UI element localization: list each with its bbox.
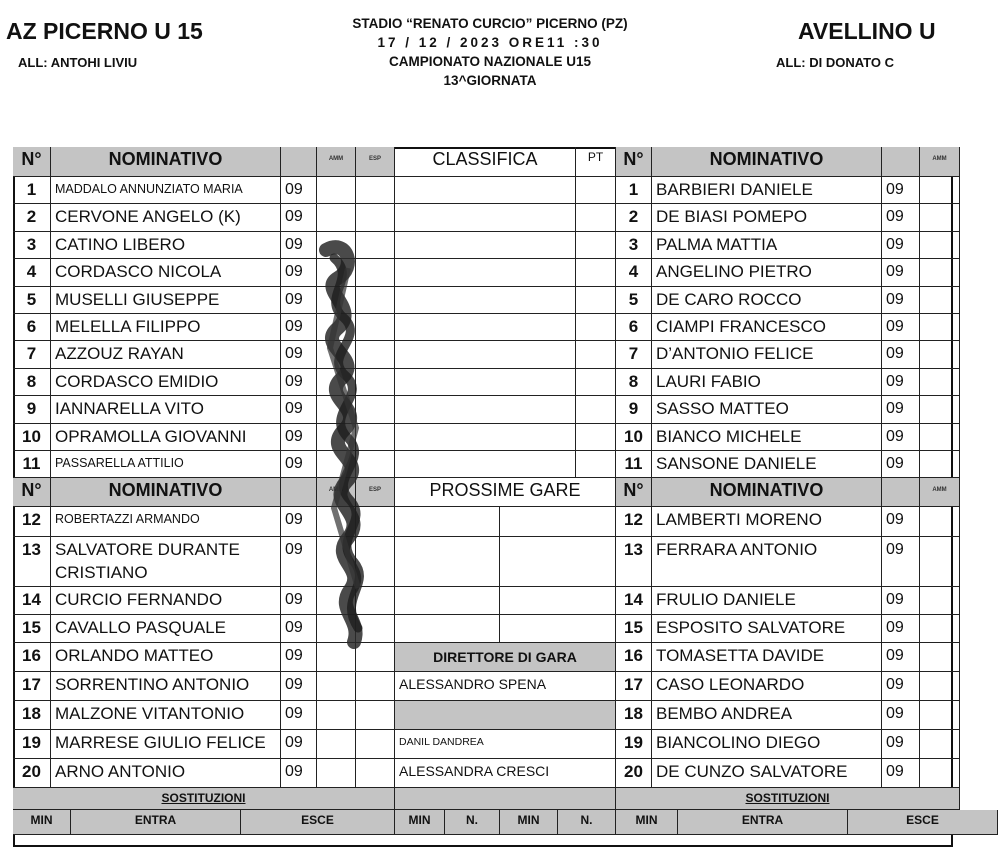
home-player-number: 3 [13,232,51,259]
away-player-number: 11 [616,451,652,478]
home-player-number: 13 [13,537,51,587]
away-coach: ALL: DI DONATO C [776,55,894,70]
home-player-number: 5 [13,287,51,314]
home-player-name: AZZOUZ RAYAN [51,341,281,368]
away-player-number: 6 [616,314,652,341]
home-name-header: NOMINATIVO [51,478,281,507]
home-player-amm [317,177,356,204]
classifica-row [395,177,576,204]
away-player-amm [920,537,960,587]
away-player-number: 7 [616,341,652,368]
home-player-category: 09 [281,369,317,396]
home-player-category: 09 [281,287,317,314]
home-player-number: 17 [13,672,51,701]
home-player-amm [317,451,356,478]
away-player-name: ESPOSITO SALVATORE [652,615,882,643]
home-player-esp [356,314,395,341]
next-match-home [395,537,500,587]
away-player-name: BIANCOLINO DIEGO [652,730,882,759]
away-sub-min: MIN [616,810,678,835]
home-player-amm [317,701,356,730]
away-player-number: 1 [616,177,652,204]
away-player-category: 09 [882,204,920,231]
away-player-name: D’ANTONIO FELICE [652,341,882,368]
away-player-number: 8 [616,369,652,396]
away-player-name: BARBIERI DANIELE [652,177,882,204]
home-sub-entra: ENTRA [71,810,241,835]
away-player-category: 09 [882,615,920,643]
home-player-category: 09 [281,730,317,759]
classifica-row [395,451,576,478]
home-player-category: 09 [281,507,317,537]
home-player-number: 6 [13,314,51,341]
classifica-row [395,369,576,396]
home-player-esp [356,341,395,368]
classifica-header: CLASSIFICA [395,147,576,177]
home-player-category: 09 [281,396,317,423]
home-player-number: 20 [13,759,51,788]
away-substitutions-header: SOSTITUZIONI [616,788,960,810]
home-player-number: 12 [13,507,51,537]
away-player-name: ANGELINO PIETRO [652,259,882,286]
home-player-name: CORDASCO EMIDIO [51,369,281,396]
away-player-amm [920,259,960,286]
home-player-category: 09 [281,587,317,615]
home-player-name: MALZONE VITANTONIO [51,701,281,730]
away-player-name: CASO LEONARDO [652,672,882,701]
home-player-category: 09 [281,177,317,204]
home-player-esp [356,424,395,451]
referee-header: DIRETTORE DI GARA [395,643,616,672]
home-player-esp [356,507,395,537]
away-player-number: 12 [616,507,652,537]
home-player-category: 09 [281,451,317,478]
away-player-name: LAMBERTI MORENO [652,507,882,537]
home-sub-esce: ESCE [241,810,395,835]
home-player-category: 09 [281,643,317,672]
home-player-amm [317,507,356,537]
home-player-amm [317,615,356,643]
home-esp-header: ESP [356,478,395,507]
home-amm-header: AMM [317,147,356,177]
classifica-pt [576,177,616,204]
home-player-number: 16 [13,643,51,672]
away-player-category: 09 [882,643,920,672]
away-amm-header: AMM [920,147,960,177]
classifica-row [395,341,576,368]
away-player-category: 09 [882,232,920,259]
official-name: ALESSANDRA CRESCI [395,759,616,788]
home-player-amm [317,396,356,423]
classifica-pt [576,204,616,231]
home-player-name: ARNO ANTONIO [51,759,281,788]
home-player-name: CURCIO FERNANDO [51,587,281,615]
home-team-name: AZ PICERNO U 15 [6,18,203,44]
home-player-amm [317,232,356,259]
away-sub-entra: ENTRA [678,810,848,835]
home-player-name: CORDASCO NICOLA [51,259,281,286]
classifica-row [395,259,576,286]
away-player-amm [920,615,960,643]
classifica-row [395,424,576,451]
away-player-number: 10 [616,424,652,451]
away-player-amm [920,287,960,314]
home-player-esp [356,701,395,730]
home-player-amm [317,314,356,341]
home-player-amm [317,587,356,615]
classifica-pt [576,451,616,478]
home-player-category: 09 [281,232,317,259]
away-player-amm [920,672,960,701]
away-name-header: NOMINATIVO [652,478,882,507]
classifica-row [395,232,576,259]
away-player-category: 09 [882,507,920,537]
stadium: STADIO “RENATO CURCIO” PICERNO (PZ) [352,16,628,31]
classifica-row [395,287,576,314]
away-player-category: 09 [882,396,920,423]
away-player-number: 4 [616,259,652,286]
official-name: DANIL DANDREA [395,730,616,759]
home-player-esp [356,672,395,701]
home-cat-header [281,147,317,177]
away-player-amm [920,341,960,368]
away-player-amm [920,177,960,204]
away-player-amm [920,424,960,451]
home-player-amm [317,259,356,286]
home-player-name: CATINO LIBERO [51,232,281,259]
away-player-amm [920,730,960,759]
away-player-amm [920,204,960,231]
home-player-name: IANNARELLA VITO [51,396,281,423]
home-player-category: 09 [281,537,317,587]
next-match-home [395,587,500,615]
home-amm-header: AMM [317,478,356,507]
classifica-pt [576,341,616,368]
mid-sub-n-2: N. [558,810,616,835]
away-player-amm [920,507,960,537]
classifica-row [395,204,576,231]
classifica-row [395,396,576,423]
away-player-name: BEMBO ANDREA [652,701,882,730]
home-num-header: N° [13,478,51,507]
home-player-number: 18 [13,701,51,730]
home-player-name: MARRESE GIULIO FELICE [51,730,281,759]
away-player-category: 09 [882,587,920,615]
away-player-number: 3 [616,232,652,259]
away-player-amm [920,759,960,788]
away-player-amm [920,701,960,730]
home-player-esp [356,730,395,759]
official-name [395,701,616,730]
mid-sub-min-2: MIN [500,810,558,835]
classifica-pt [576,314,616,341]
away-player-category: 09 [882,672,920,701]
away-player-number: 14 [616,587,652,615]
home-player-amm [317,287,356,314]
away-num-header: N° [616,478,652,507]
home-player-category: 09 [281,672,317,701]
away-player-amm [920,314,960,341]
home-player-category: 09 [281,615,317,643]
home-player-name: CERVONE ANGELO (K) [51,204,281,231]
away-player-category: 09 [882,287,920,314]
competition: CAMPIONATO NAZIONALE U15 [388,54,591,69]
away-player-name: FERRARA ANTONIO [652,537,882,587]
home-player-amm [317,204,356,231]
next-match-away [500,615,616,643]
away-team-name: AVELLINO U [798,18,936,44]
next-match-away [500,587,616,615]
away-player-name: PALMA MATTIA [652,232,882,259]
mid-sub-n-1: N. [445,810,500,835]
home-player-amm [317,730,356,759]
home-player-esp [356,177,395,204]
home-player-name: MUSELLI GIUSEPPE [51,287,281,314]
home-player-category: 09 [281,204,317,231]
away-player-name: DE CUNZO SALVATORE [652,759,882,788]
away-player-category: 09 [882,730,920,759]
next-match-away [500,507,616,537]
official-name: ALESSANDRO SPENA [395,672,616,701]
home-player-amm [317,424,356,451]
home-player-amm [317,369,356,396]
home-player-name: OPRAMOLLA GIOVANNI [51,424,281,451]
home-player-esp [356,451,395,478]
home-player-category: 09 [281,759,317,788]
home-player-amm [317,643,356,672]
home-player-name: PASSARELLA ATTILIO [51,451,281,478]
home-player-esp [356,369,395,396]
home-player-amm [317,759,356,788]
home-player-category: 09 [281,314,317,341]
away-player-number: 19 [616,730,652,759]
away-player-category: 09 [882,177,920,204]
prossime-gare-header: PROSSIME GARE [395,478,616,507]
away-player-number: 17 [616,672,652,701]
away-player-name: LAURI FABIO [652,369,882,396]
classifica-pt [576,259,616,286]
match-date: 17 / 12 / 2023 ORE11 :30 [377,35,603,50]
home-player-name: MADDALO ANNUNZIATO MARIA [51,177,281,204]
home-player-amm [317,537,356,587]
home-player-esp [356,232,395,259]
away-player-name: DE CARO ROCCO [652,287,882,314]
home-player-name: MELELLA FILIPPO [51,314,281,341]
home-player-amm [317,341,356,368]
away-cat-header [882,147,920,177]
away-player-name: SASSO MATTEO [652,396,882,423]
classifica-pt [576,232,616,259]
away-player-category: 09 [882,259,920,286]
away-player-number: 5 [616,287,652,314]
home-player-esp [356,537,395,587]
home-player-esp [356,643,395,672]
home-player-category: 09 [281,424,317,451]
away-player-number: 16 [616,643,652,672]
home-player-number: 19 [13,730,51,759]
away-player-amm [920,643,960,672]
away-sub-esce: ESCE [848,810,998,835]
home-player-amm [317,672,356,701]
home-player-name: ROBERTAZZI ARMANDO [51,507,281,537]
home-sub-min: MIN [13,810,71,835]
away-name-header: NOMINATIVO [652,147,882,177]
home-player-number: 14 [13,587,51,615]
away-player-name: CIAMPI FRANCESCO [652,314,882,341]
middle-sub-header [395,788,616,810]
home-player-esp [356,204,395,231]
away-player-number: 13 [616,537,652,587]
away-player-category: 09 [882,537,920,587]
home-player-number: 4 [13,259,51,286]
away-player-number: 2 [616,204,652,231]
home-cat-header [281,478,317,507]
home-player-category: 09 [281,259,317,286]
classifica-pt [576,424,616,451]
home-player-name: ORLANDO MATTEO [51,643,281,672]
round: 13^GIORNATA [443,73,537,88]
home-player-number: 7 [13,341,51,368]
home-player-number: 2 [13,204,51,231]
home-player-esp [356,259,395,286]
away-player-category: 09 [882,369,920,396]
away-player-number: 15 [616,615,652,643]
mid-sub-min-1: MIN [395,810,445,835]
away-player-number: 9 [616,396,652,423]
home-player-esp [356,287,395,314]
classifica-pt [576,369,616,396]
next-match-home [395,507,500,537]
away-player-category: 09 [882,424,920,451]
home-player-esp [356,587,395,615]
classifica-row [395,314,576,341]
home-player-category: 09 [281,341,317,368]
away-player-category: 09 [882,759,920,788]
next-match-home [395,615,500,643]
home-coach: ALL: ANTOHI LIVIU [18,55,138,70]
pt-header: PT [576,147,616,177]
away-player-amm [920,451,960,478]
home-substitutions-header: SOSTITUZIONI [13,788,395,810]
away-player-category: 09 [882,314,920,341]
home-player-name: SORRENTINO ANTONIO [51,672,281,701]
away-player-amm [920,587,960,615]
home-num-header: N° [13,147,51,177]
home-player-esp [356,615,395,643]
match-sheet-table [13,147,953,847]
away-player-name: BIANCO MICHELE [652,424,882,451]
away-player-number: 20 [616,759,652,788]
home-player-number: 15 [13,615,51,643]
home-player-number: 11 [13,451,51,478]
home-player-name: CAVALLO PASQUALE [51,615,281,643]
home-player-esp [356,759,395,788]
away-player-name: SANSONE DANIELE [652,451,882,478]
away-player-amm [920,396,960,423]
classifica-pt [576,287,616,314]
away-player-category: 09 [882,701,920,730]
classifica-pt [576,396,616,423]
away-player-category: 09 [882,341,920,368]
away-player-name: DE BIASI POMEPO [652,204,882,231]
away-player-amm [920,232,960,259]
away-player-number: 18 [616,701,652,730]
home-player-number: 10 [13,424,51,451]
away-player-name: TOMASETTA DAVIDE [652,643,882,672]
home-player-number: 1 [13,177,51,204]
away-player-name: FRULIO DANIELE [652,587,882,615]
next-match-away [500,537,616,587]
home-name-header: NOMINATIVO [51,147,281,177]
away-player-amm [920,369,960,396]
away-num-header: N° [616,147,652,177]
home-player-number: 9 [13,396,51,423]
home-player-category: 09 [281,701,317,730]
home-player-name: SALVATORE DURANTE CRISTIANO [51,537,281,587]
home-player-number: 8 [13,369,51,396]
home-esp-header: ESP [356,147,395,177]
away-player-category: 09 [882,451,920,478]
home-player-esp [356,396,395,423]
match-info [300,14,680,90]
away-cat-header [882,478,920,507]
away-amm-header: AMM [920,478,960,507]
